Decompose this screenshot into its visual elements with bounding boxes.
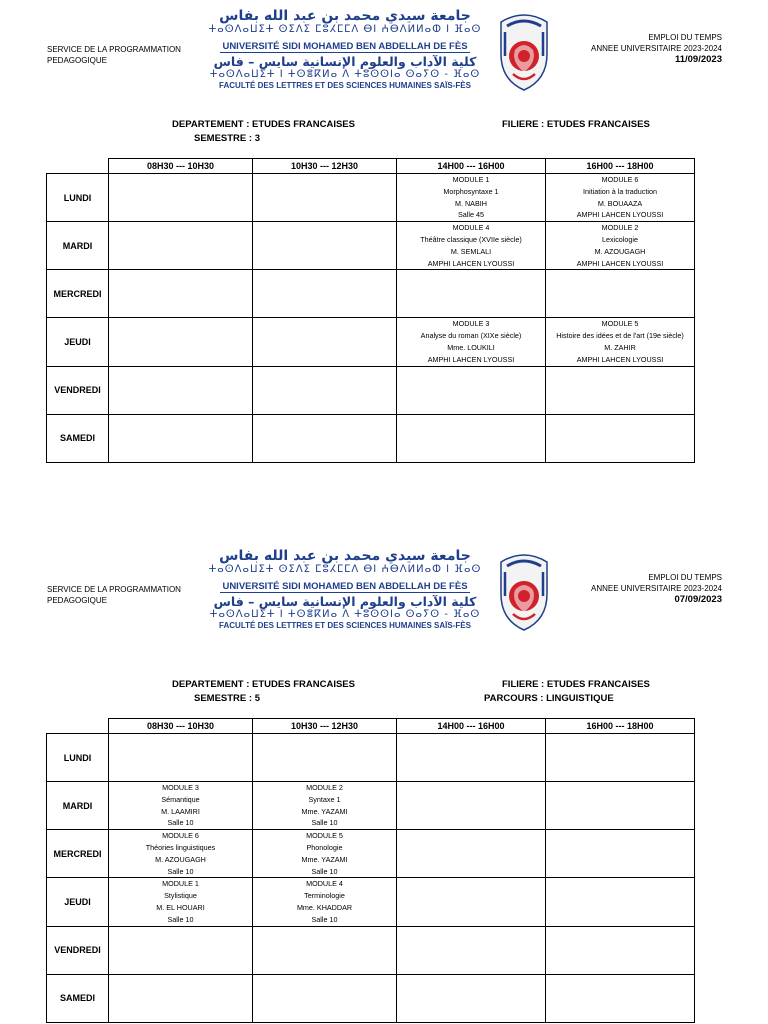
course-title: Lexicologie bbox=[602, 234, 638, 244]
university-name-french: UNIVERSITÉ SIDI MOHAMED BEN ABDELLAH DE FÈS bbox=[222, 581, 468, 592]
course-cell bbox=[109, 222, 253, 270]
day-row bbox=[47, 270, 695, 318]
document-date: 07/09/2023 bbox=[674, 594, 722, 605]
day-label: JEUDI bbox=[47, 878, 109, 926]
course-cell bbox=[397, 782, 546, 830]
day-label: MARDI bbox=[47, 222, 109, 270]
time-slot-header: 16H00 --- 18H00 bbox=[546, 719, 695, 734]
faculty-name-arabic: كلية الآداب والعلوم الإنسانية سايس – فاس bbox=[213, 54, 477, 69]
course-cell bbox=[253, 366, 397, 414]
day-row bbox=[47, 926, 695, 974]
room-name: Salle 45 bbox=[458, 210, 484, 220]
course-cell bbox=[397, 830, 546, 878]
university-name-arabic: جامعة سيدي محمد بن عبد الله بفاس bbox=[219, 548, 471, 564]
filiere: FILIERE : ETUDES FRANCAISES bbox=[502, 119, 650, 130]
module-label: MODULE 3 bbox=[452, 319, 490, 329]
day-label: VENDREDI bbox=[47, 366, 109, 414]
time-slot-header-row bbox=[47, 159, 695, 174]
course-title: Analyse du roman (XIXe siècle) bbox=[420, 331, 522, 341]
university-name-tifinagh: ⵜⴰⵙⴷⴰⵡⵉⵜ ⵙⵉⴷⵉ ⵎⵓⵃⵎⵎⴷ ⴱⵏ ⵄⴱⴷⵍⵍⴰⵀ ⵏ ⴼⴰⵙ bbox=[208, 564, 482, 575]
corner-cell bbox=[47, 719, 109, 734]
room-name: AMPHI LAHCEN LYOUSSI bbox=[427, 354, 515, 364]
day-row bbox=[47, 830, 695, 878]
document-info bbox=[542, 32, 722, 65]
course-title: Stylistique bbox=[164, 891, 197, 901]
time-slot-header: 14H00 --- 16H00 bbox=[397, 719, 546, 734]
course-cell bbox=[109, 734, 253, 782]
time-slot-header: 10H30 --- 12H30 bbox=[253, 719, 397, 734]
room-name: AMPHI LAHCEN LYOUSSI bbox=[576, 354, 664, 364]
course-cell bbox=[253, 878, 397, 926]
course-title: Morphosyntaxe 1 bbox=[443, 186, 499, 196]
day-label: SAMEDI bbox=[47, 414, 109, 462]
day-label: VENDREDI bbox=[47, 926, 109, 974]
room-name: Salle 10 bbox=[311, 866, 338, 876]
module-label: MODULE 5 bbox=[601, 319, 639, 329]
course-cell bbox=[546, 782, 695, 830]
day-label: MARDI bbox=[47, 782, 109, 830]
room-name: Salle 10 bbox=[311, 818, 338, 828]
course-cell bbox=[546, 174, 695, 222]
department-block bbox=[172, 118, 355, 146]
department-block bbox=[172, 678, 355, 706]
teacher-name: Mme. LOUKILI bbox=[447, 342, 495, 352]
day-row bbox=[47, 878, 695, 926]
module-label: MODULE 6 bbox=[601, 175, 639, 184]
module-label: MODULE 4 bbox=[452, 223, 490, 233]
room-name: Salle 10 bbox=[167, 818, 194, 828]
semester: SEMESTRE : 5 bbox=[194, 693, 260, 704]
document-date: 11/09/2023 bbox=[674, 54, 722, 65]
university-name-arabic: جامعة سيدي محمد بن عبد الله بفاس bbox=[219, 8, 471, 24]
faculty-name-tifinagh: ⵜⴰⵙⴷⴰⵡⵉⵜ ⵏ ⵜⵙⴻⴽⵍⴰ ⴷ ⵜⵓⵙⵙⵏⴰ ⵙⴰⵢⵙ - ⴼⴰⵙ bbox=[209, 69, 481, 80]
document-info bbox=[542, 572, 722, 605]
timetable-grid bbox=[46, 718, 695, 1023]
course-title: Phonologie bbox=[306, 842, 343, 852]
room-name: Salle 10 bbox=[311, 914, 338, 924]
course-cell bbox=[109, 366, 253, 414]
day-row bbox=[47, 734, 695, 782]
day-label: JEUDI bbox=[47, 318, 109, 366]
module-label: MODULE 4 bbox=[306, 879, 343, 889]
teacher-name: M. BOUAAZA bbox=[597, 198, 643, 208]
course-cell bbox=[397, 174, 546, 222]
course-cell bbox=[109, 174, 253, 222]
day-row bbox=[47, 366, 695, 414]
course-cell bbox=[253, 174, 397, 222]
time-slot-header: 16H00 --- 18H00 bbox=[546, 159, 695, 174]
room-name: Salle 10 bbox=[167, 914, 194, 924]
course-cell bbox=[397, 974, 546, 1022]
service-label: SERVICE DE LA PROGRAMMATION PEDAGOGIQUE bbox=[47, 585, 181, 605]
course-cell bbox=[109, 414, 253, 462]
course-cell bbox=[109, 782, 253, 830]
time-slot-header: 10H30 --- 12H30 bbox=[253, 159, 397, 174]
semester: SEMESTRE : 3 bbox=[194, 133, 260, 144]
filiere-block bbox=[502, 118, 650, 132]
service-label: SERVICE DE LA PROGRAMMATION PEDAGOGIQUE bbox=[47, 45, 181, 65]
department: DEPARTEMENT : ETUDES FRANCAISES bbox=[172, 119, 355, 130]
course-cell bbox=[397, 926, 546, 974]
academic-year: ANNEE UNIVERSITAIRE 2023-2024 bbox=[590, 584, 722, 593]
course-cell bbox=[546, 926, 695, 974]
university-header bbox=[205, 548, 485, 631]
teacher-name: Mme. YAZAMI bbox=[301, 806, 348, 816]
teacher-name: M. LAAMIRI bbox=[161, 806, 200, 816]
teacher-name: M. AZOUGAGH bbox=[594, 246, 646, 256]
course-cell bbox=[397, 414, 546, 462]
day-row bbox=[47, 222, 695, 270]
course-title: Histoire des idées et de l'art (19e siècle) bbox=[556, 331, 684, 341]
room-name: AMPHI LAHCEN LYOUSSI bbox=[576, 210, 664, 220]
module-label: MODULE 1 bbox=[452, 175, 490, 184]
course-cell bbox=[546, 318, 695, 366]
course-cell bbox=[546, 414, 695, 462]
parcours: PARCOURS : LINGUISTIQUE bbox=[484, 693, 614, 704]
day-label: LUNDI bbox=[47, 174, 109, 222]
time-slot-header: 14H00 --- 16H00 bbox=[397, 159, 546, 174]
course-cell bbox=[546, 734, 695, 782]
day-row bbox=[47, 174, 695, 222]
course-title: Syntaxe 1 bbox=[308, 794, 341, 804]
document-type: EMPLOI DU TEMPS bbox=[648, 573, 722, 582]
course-cell bbox=[253, 830, 397, 878]
time-slot-header: 08H30 --- 10H30 bbox=[109, 159, 253, 174]
course-cell bbox=[397, 366, 546, 414]
course-cell bbox=[253, 414, 397, 462]
course-cell bbox=[253, 782, 397, 830]
teacher-name: M. EL HOUARI bbox=[156, 902, 205, 912]
course-cell bbox=[397, 222, 546, 270]
filiere: FILIERE : ETUDES FRANCAISES bbox=[502, 679, 650, 690]
course-cell bbox=[109, 318, 253, 366]
day-row bbox=[47, 414, 695, 462]
academic-year: ANNEE UNIVERSITAIRE 2023-2024 bbox=[590, 44, 722, 53]
module-label: MODULE 5 bbox=[306, 831, 343, 841]
day-label: SAMEDI bbox=[47, 974, 109, 1022]
day-row bbox=[47, 782, 695, 830]
course-cell bbox=[546, 878, 695, 926]
module-label: MODULE 2 bbox=[306, 783, 343, 792]
teacher-name: Mme. YAZAMI bbox=[301, 854, 348, 864]
course-cell bbox=[397, 878, 546, 926]
document-type: EMPLOI DU TEMPS bbox=[648, 33, 722, 42]
teacher-name: M. NABIH bbox=[455, 198, 487, 208]
course-cell bbox=[253, 318, 397, 366]
university-header bbox=[205, 8, 485, 91]
teacher-name: M. AZOUGAGH bbox=[155, 854, 206, 864]
time-slot-header-row bbox=[47, 719, 695, 734]
course-title: Théâtre classique (XVIIe siècle) bbox=[420, 234, 522, 244]
corner-cell bbox=[47, 159, 109, 174]
timetable-grid bbox=[46, 158, 695, 463]
course-cell bbox=[253, 222, 397, 270]
course-cell bbox=[109, 270, 253, 318]
faculty-name-french: FACULTÉ DES LETTRES ET DES SCIENCES HUMAINES SAÏS-FÈS bbox=[219, 621, 471, 630]
day-row bbox=[47, 318, 695, 366]
day-label: MERCREDI bbox=[47, 830, 109, 878]
room-name: AMPHI LAHCEN LYOUSSI bbox=[576, 258, 664, 268]
day-label: LUNDI bbox=[47, 734, 109, 782]
course-cell bbox=[397, 734, 546, 782]
course-cell bbox=[546, 974, 695, 1022]
filiere-block bbox=[484, 678, 650, 706]
course-title: Théories linguistiques bbox=[145, 842, 216, 852]
course-cell bbox=[253, 734, 397, 782]
course-cell bbox=[109, 926, 253, 974]
course-cell bbox=[109, 878, 253, 926]
university-name-tifinagh: ⵜⴰⵙⴷⴰⵡⵉⵜ ⵙⵉⴷⵉ ⵎⵓⵃⵎⵎⴷ ⴱⵏ ⵄⴱⴷⵍⵍⴰⵀ ⵏ ⴼⴰⵙ bbox=[208, 24, 482, 35]
faculty-name-arabic: كلية الآداب والعلوم الإنسانية سايس – فاس bbox=[213, 594, 477, 609]
course-title: Terminologie bbox=[304, 891, 345, 901]
course-cell bbox=[397, 270, 546, 318]
module-label: MODULE 2 bbox=[601, 223, 639, 233]
module-label: MODULE 3 bbox=[162, 783, 199, 792]
course-cell bbox=[546, 366, 695, 414]
department: DEPARTEMENT : ETUDES FRANCAISES bbox=[172, 679, 355, 690]
course-cell bbox=[397, 318, 546, 366]
teacher-name: M. SEMLALI bbox=[450, 246, 492, 256]
day-label: MERCREDI bbox=[47, 270, 109, 318]
course-cell bbox=[253, 926, 397, 974]
course-cell bbox=[109, 974, 253, 1022]
course-title: Initiation à la traduction bbox=[583, 186, 657, 196]
course-cell bbox=[109, 830, 253, 878]
course-cell bbox=[546, 222, 695, 270]
course-title: Sémantique bbox=[161, 794, 200, 804]
course-cell bbox=[546, 830, 695, 878]
university-name-french: UNIVERSITÉ SIDI MOHAMED BEN ABDELLAH DE FÈS bbox=[222, 41, 468, 52]
faculty-name-tifinagh: ⵜⴰⵙⴷⴰⵡⵉⵜ ⵏ ⵜⵙⴻⴽⵍⴰ ⴷ ⵜⵓⵙⵙⵏⴰ ⵙⴰⵢⵙ - ⴼⴰⵙ bbox=[209, 609, 481, 620]
room-name: Salle 10 bbox=[167, 866, 194, 876]
module-label: MODULE 6 bbox=[162, 831, 199, 841]
course-cell bbox=[253, 974, 397, 1022]
day-row bbox=[47, 974, 695, 1022]
course-cell bbox=[546, 270, 695, 318]
course-cell bbox=[253, 270, 397, 318]
room-name: AMPHI LAHCEN LYOUSSI bbox=[427, 258, 515, 268]
teacher-name: Mme. KHADDAR bbox=[296, 902, 353, 912]
faculty-name-french: FACULTÉ DES LETTRES ET DES SCIENCES HUMAINES SAÏS-FÈS bbox=[219, 81, 471, 90]
time-slot-header: 08H30 --- 10H30 bbox=[109, 719, 253, 734]
module-label: MODULE 1 bbox=[162, 879, 199, 889]
teacher-name: M. ZAHIR bbox=[604, 342, 636, 352]
